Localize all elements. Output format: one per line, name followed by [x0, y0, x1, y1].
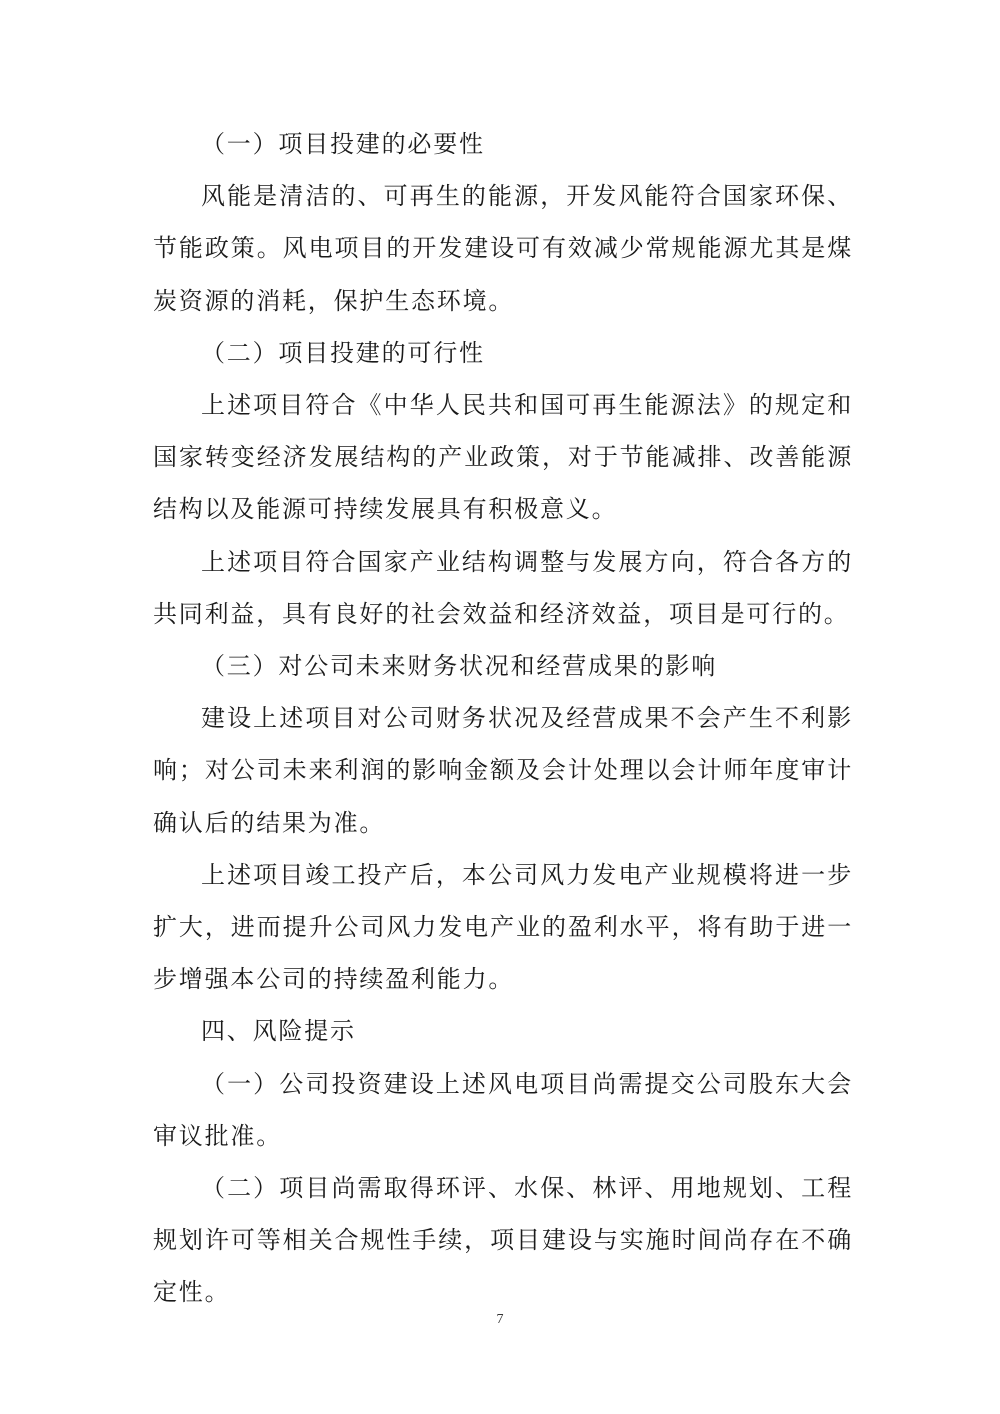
para-risk-approval: （一）公司投资建设上述风电项目尚需提交公司股东大会审议批准。	[153, 1069, 853, 1150]
page-number: 7	[496, 1312, 504, 1327]
document-body	[153, 118, 853, 1319]
para-necessity: 风能是清洁的、可再生的能源，开发风能符合国家环保、节能政策。风电项目的开发建设可有效减少常规能源尤其是煤炭资源的消耗，保护生态环境。	[153, 182, 853, 315]
heading-necessity: （一）项目投建的必要性	[201, 130, 485, 158]
para-feasibility-law: 上述项目符合《中华人民共和国可再生能源法》的规定和国家转变经济发展结构的产业政策，对于节能减排、改善能源结构以及能源可持续发展具有积极意义。	[153, 391, 853, 524]
para-impact-scale: 上述项目竣工投产后，本公司风力发电产业规模将进一步扩大，进而提升公司风力发电产业的盈利水平，将有助于进一步增强本公司的持续盈利能力。	[153, 860, 853, 994]
para-risk-compliance: （二）项目尚需取得环评、水保、林评、用地规划、工程规划许可等相关合规性手续，项目建设与实施时间尚存在不确定性。	[153, 1174, 853, 1307]
para-impact-finance: 建设上述项目对公司财务状况及经营成果不会产生不利影响；对公司未来利润的影响金额及会计处理以会计师年度审计确认后的结果为准。	[153, 704, 853, 837]
para-feasibility-benefit: 上述项目符合国家产业结构调整与发展方向，符合各方的共同利益，具有良好的社会效益和经济效益，项目是可行的。	[153, 547, 853, 628]
heading-impact: （三）对公司未来财务状况和经营成果的影响	[201, 652, 717, 681]
heading-risk: 四、风险提示	[201, 1017, 356, 1046]
heading-feasibility: （二）项目投建的可行性	[201, 338, 485, 367]
